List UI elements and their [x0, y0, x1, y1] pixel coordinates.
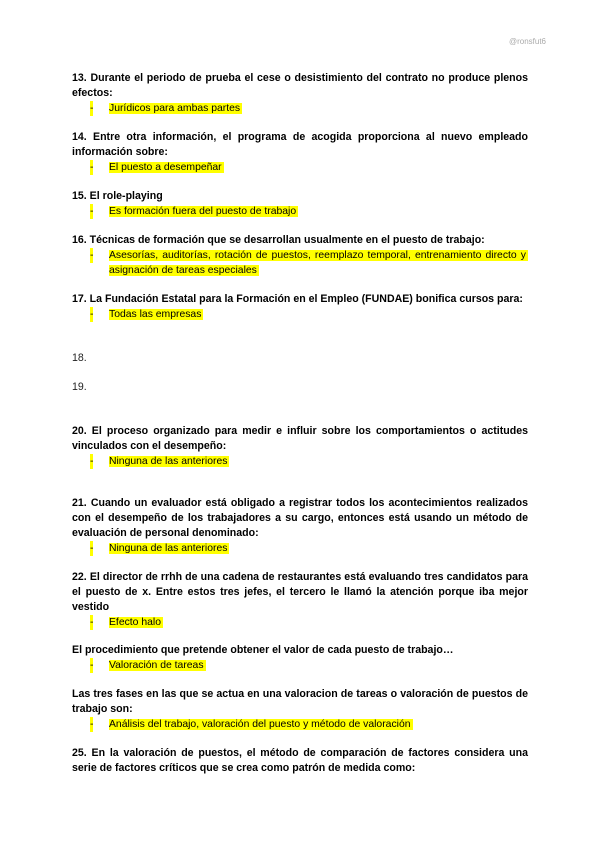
- answer: [72, 160, 528, 175]
- answer-text: Es formación fuera del puesto de trabajo: [109, 206, 297, 217]
- question-20: [72, 424, 528, 469]
- question-18: [72, 351, 528, 366]
- question-text: 14. Entre otra información, el programa de acogida proporciona al nuevo empleado información sobre:: [72, 131, 528, 158]
- question-text: El procedimiento que pretende obtener el valor de cada puesto de trabajo…: [72, 644, 454, 656]
- answer: [72, 204, 528, 219]
- question-number: 18.: [72, 352, 87, 364]
- question-24: [72, 687, 528, 732]
- watermark: @ronsfut6: [508, 37, 546, 46]
- question-text: 21. Cuando un evaluador está obligado a registrar todos los acontecimientos realizados con el desempeño de los trabajadores a su cargo, entonces está usando un método de evaluación de personal denominado:: [72, 497, 528, 539]
- question-text: 16. Técnicas de formación que se desarrollan usualmente en el puesto de trabajo:: [72, 234, 485, 246]
- question-17: [72, 292, 528, 322]
- answer-text: Análisis del trabajo, valoración del puesto y método de valoración: [109, 719, 411, 730]
- question-text: 25. En la valoración de puestos, el método de comparación de factores considera una serie de factores críticos que se crea como patrón de medida como:: [72, 747, 528, 774]
- question-text: 13. Durante el periodo de prueba el cese o desistimiento del contrato no produce plenos efectos:: [72, 72, 528, 99]
- question-15: [72, 189, 528, 219]
- answer-text: El puesto a desempeñar: [109, 162, 222, 173]
- question-23: [72, 643, 528, 673]
- answer-bullet: -: [90, 456, 94, 467]
- answer-bullet: -: [90, 250, 94, 261]
- question-text: Las tres fases en las que se actua en una valoracion de tareas o valoración de puestos de trabajo son:: [72, 688, 528, 715]
- question-25: [72, 746, 528, 776]
- answer-text: Ninguna de las anteriores: [109, 543, 228, 554]
- answer-text: Jurídicos para ambas partes: [109, 103, 241, 114]
- answer-bullet: -: [90, 103, 94, 114]
- answer-text: Ninguna de las anteriores: [109, 456, 228, 467]
- answer-text: Todas las empresas: [109, 309, 202, 320]
- question-text: 15. El role-playing: [72, 190, 163, 202]
- answer-bullet: -: [90, 309, 94, 320]
- answer: [72, 717, 528, 732]
- answer: [72, 615, 528, 630]
- question-text: 20. El proceso organizado para medir e influir sobre los comportamientos o actitudes vinculados con el desempeño:: [72, 425, 528, 452]
- question-14: [72, 130, 528, 175]
- question-text: 17. La Fundación Estatal para la Formación en el Empleo (FUNDAE) bonifica cursos para:: [72, 293, 523, 305]
- answer: [72, 307, 528, 322]
- answer-bullet: -: [90, 206, 94, 217]
- answer-text: Efecto halo: [109, 617, 161, 628]
- answer: [72, 454, 528, 469]
- answer-bullet: -: [90, 660, 94, 671]
- answer-text: Asesorías, auditorías, rotación de puestos, reemplazo temporal, entrenamiento directo y asignación de tareas especiales: [109, 250, 526, 276]
- answer-text: Valoración de tareas: [109, 660, 204, 671]
- answer: [72, 248, 528, 278]
- answer-bullet: -: [90, 617, 94, 628]
- question-19: [72, 380, 528, 395]
- question-21: [72, 496, 528, 556]
- answer-bullet: -: [90, 543, 94, 554]
- question-13: [72, 71, 528, 116]
- answer: [72, 658, 528, 673]
- answer: [72, 541, 528, 556]
- question-number: 19.: [72, 381, 87, 393]
- question-16: [72, 233, 528, 278]
- answer: [72, 101, 528, 116]
- question-text: 22. El director de rrhh de una cadena de restaurantes está evaluando tres candidatos para el puesto de x. Entre estos tres jefes, el tercero le llamó la atención porque iba mejor vestido: [72, 571, 528, 613]
- answer-bullet: -: [90, 162, 94, 173]
- question-22: [72, 570, 528, 630]
- answer-bullet: -: [90, 719, 94, 730]
